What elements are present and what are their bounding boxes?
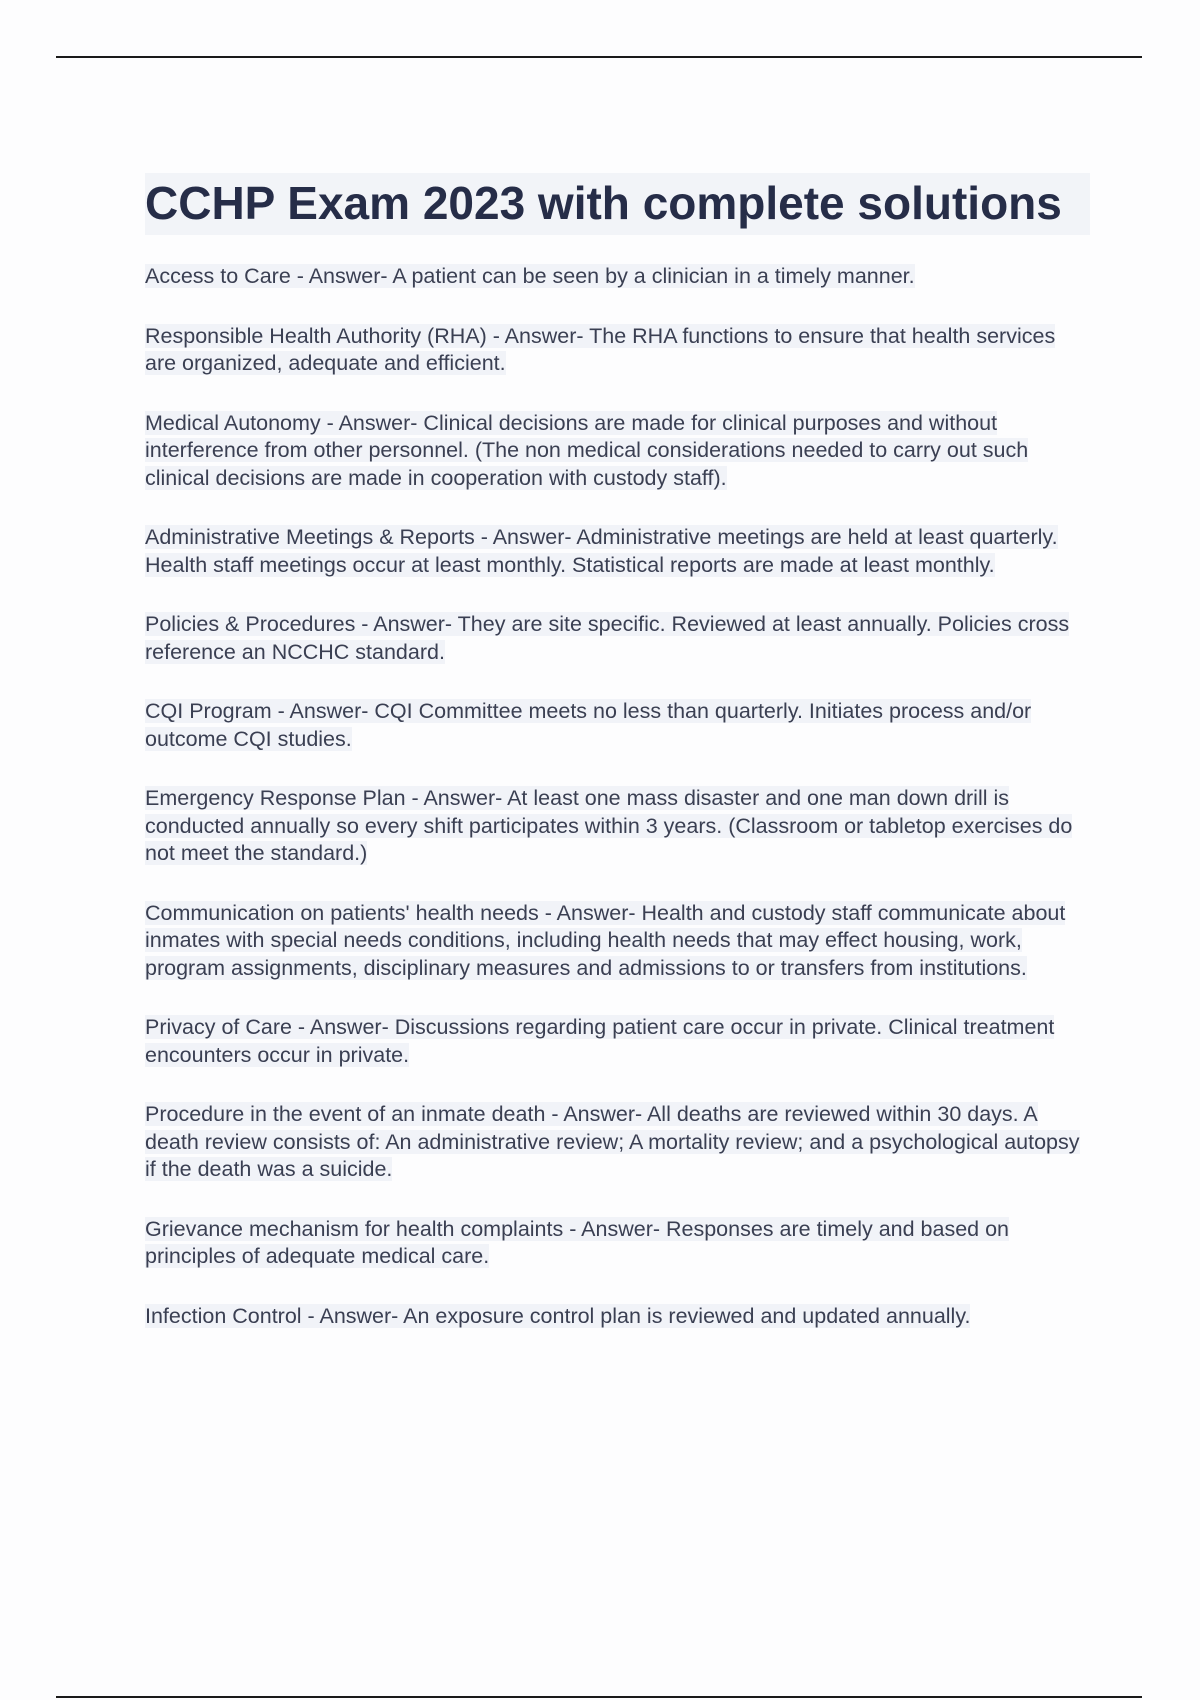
- document-body: [145, 173, 1090, 1360]
- qa-item: [145, 783, 1090, 870]
- footer-rule: [56, 1696, 1142, 1698]
- qa-text: Infection Control - Answer- An exposure control plan is reviewed and updated annually.: [145, 1303, 971, 1328]
- qa-text: Responsible Health Authority (RHA) - Answer- The RHA functions to ensure that health services are organized, adequate and efficient.: [145, 323, 1056, 375]
- qa-text: Grievance mechanism for health complaints - Answer- Responses are timely and based on principles of adequate medical care.: [145, 1216, 1009, 1268]
- qa-item: [145, 1301, 1090, 1333]
- title-block: [145, 173, 1090, 235]
- qa-list: [145, 261, 1090, 1332]
- qa-text: Policies & Procedures - Answer- They are site specific. Reviewed at least annually. Policies cross reference an NCCHC standard.: [145, 612, 1070, 664]
- qa-text: Administrative Meetings & Reports - Answer- Administrative meetings are held at least quarterly. Health staff meetings occur at least monthly. Statistical reports are made at least monthly.: [145, 525, 1058, 577]
- qa-item: [145, 609, 1090, 668]
- qa-item: [145, 1099, 1090, 1186]
- qa-item: [145, 408, 1090, 495]
- qa-item: [145, 1012, 1090, 1071]
- qa-item: [145, 1214, 1090, 1273]
- qa-text: Procedure in the event of an inmate death - Answer- All deaths are reviewed within 30 days. A death review consists of: An administrative review; A mortality review; and a psychological autopsy if the death was a suicide.: [145, 1102, 1080, 1181]
- qa-item: [145, 696, 1090, 755]
- page-title: CCHP Exam 2023 with complete solutions: [145, 177, 1062, 229]
- qa-text: Privacy of Care - Answer- Discussions regarding patient care occur in private. Clinical treatment encounters occur in private.: [145, 1015, 1055, 1067]
- qa-text: Access to Care - Answer- A patient can be seen by a clinician in a timely manner.: [145, 264, 915, 288]
- qa-text: Emergency Response Plan - Answer- At least one mass disaster and one man down drill is conducted annually so every shift participates within 3 years. (Classroom or tabletop exercises do not meet the standard.): [145, 786, 1073, 865]
- qa-item: [145, 898, 1090, 985]
- qa-text: Communication on patients' health needs - Answer- Health and custody staff communicate about inmates with special needs conditions, including health needs that may effect housing, work, program assignments, disciplinary measures and admissions to or transfers from institutions.: [145, 900, 1066, 980]
- header-rule: [56, 56, 1142, 58]
- qa-item: [145, 522, 1090, 581]
- qa-item: [145, 321, 1090, 380]
- qa-text: Medical Autonomy - Answer- Clinical decisions are made for clinical purposes and without interference from other personnel. (The non medical considerations needed to carry out such clinical decisions are made in cooperation with custody staff).: [145, 410, 1029, 490]
- qa-item: [145, 261, 1090, 293]
- qa-text: CQI Program - Answer- CQI Committee meets no less than quarterly. Initiates process and/or outcome CQI studies.: [145, 699, 1032, 751]
